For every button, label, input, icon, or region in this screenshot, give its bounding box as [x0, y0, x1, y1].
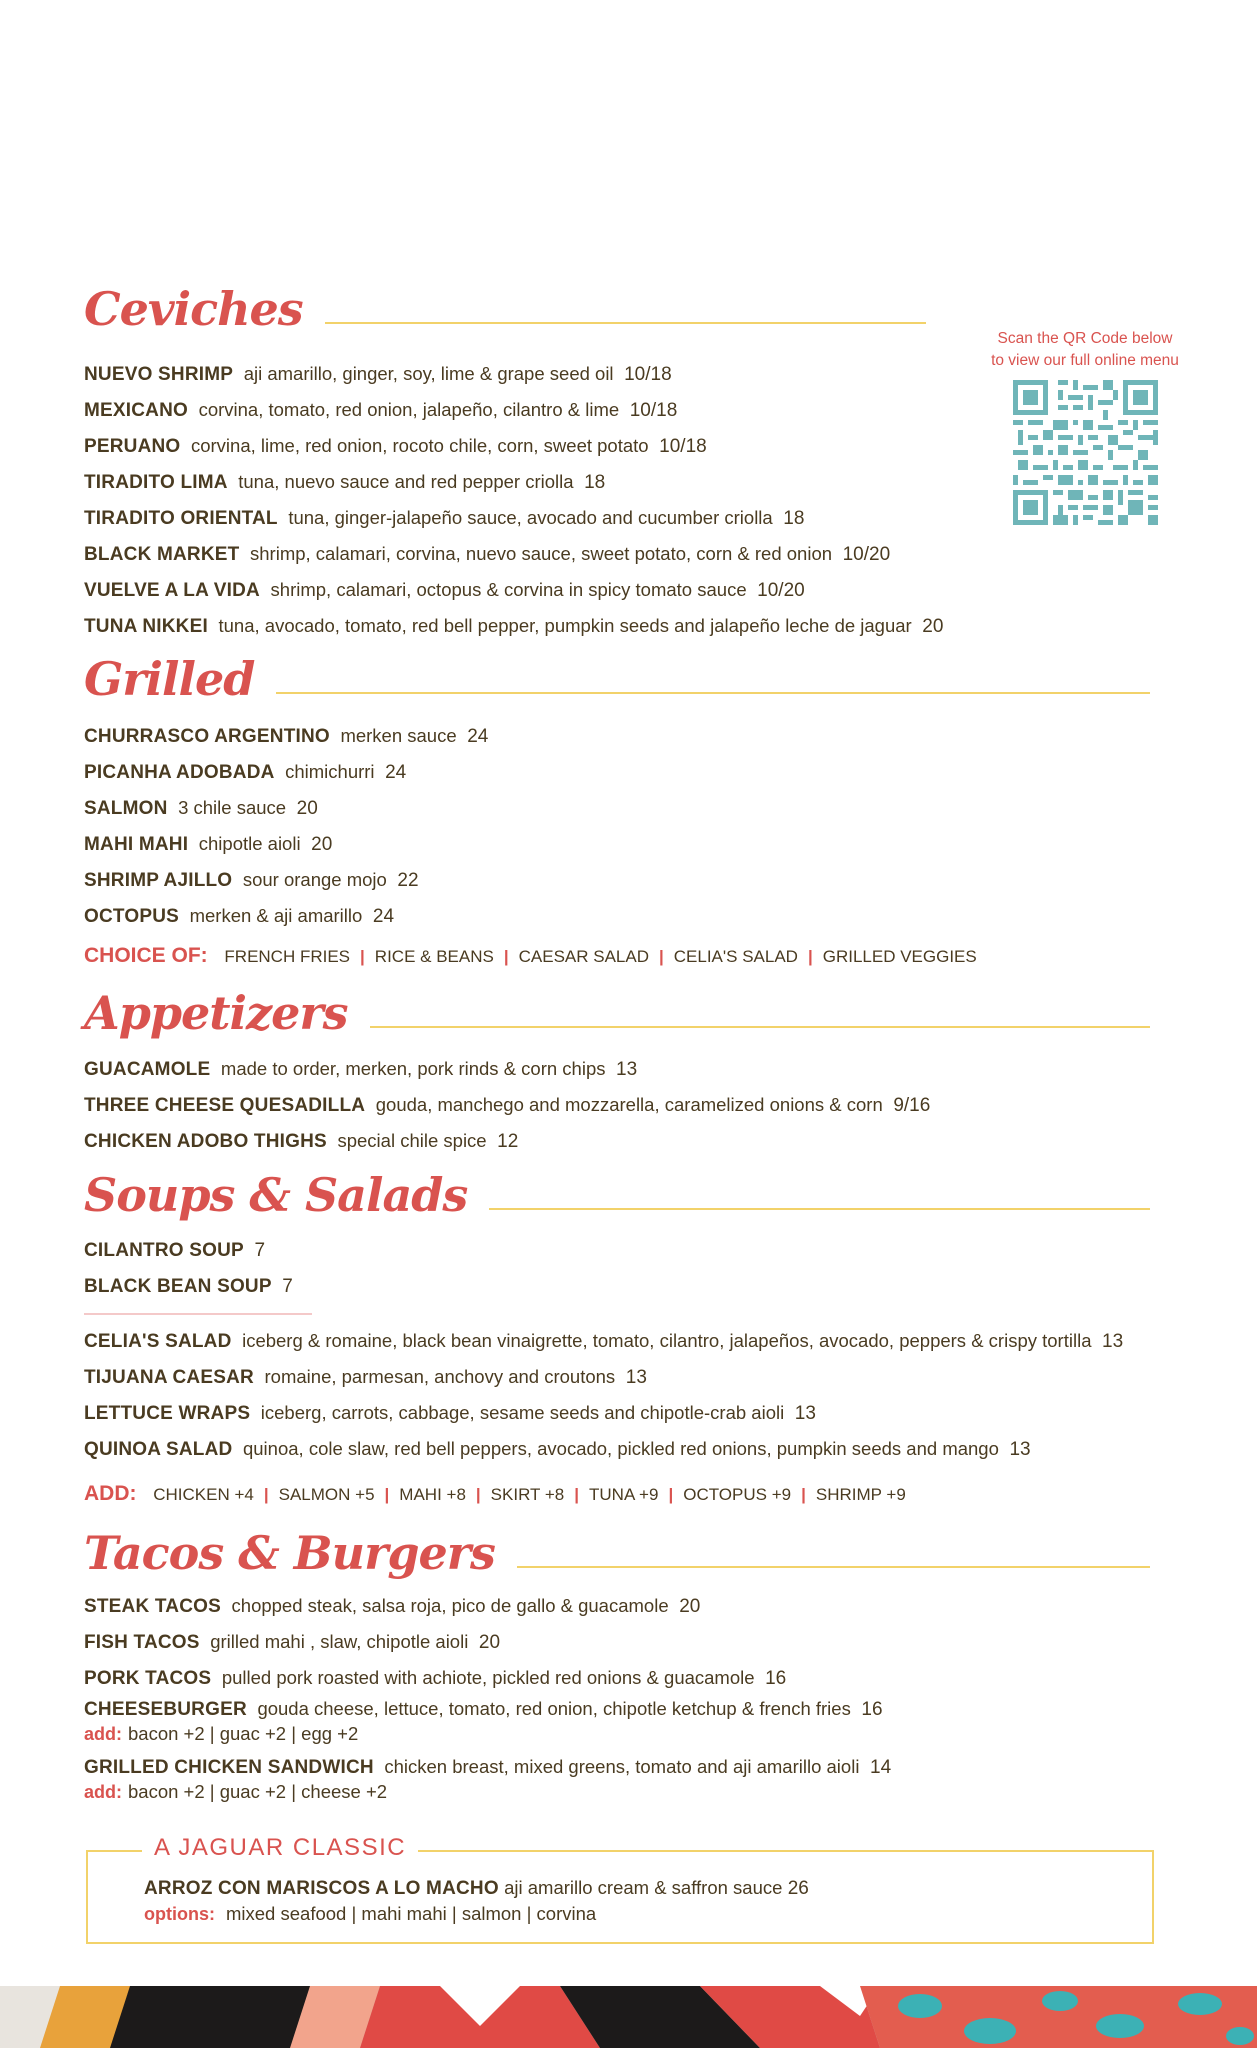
section-title: Appetizers: [84, 986, 348, 1040]
separator: |: [659, 947, 664, 966]
menu-item: [84, 392, 943, 428]
section-rule: [276, 692, 1150, 694]
item-name: QUINOA SALAD: [84, 1439, 233, 1460]
item-description: shrimp, calamari, corvina, nuevo sauce, sweet potato, corn & red onion: [250, 543, 833, 564]
item-name: FISH TACOS: [84, 1632, 200, 1653]
section-rule: [517, 1566, 1150, 1568]
menu-item: [84, 1754, 891, 1780]
separator: |: [668, 1485, 674, 1504]
classic-options: mixed seafood | mahi mahi | salmon | corvina: [226, 1903, 597, 1924]
item-price: 9/16: [893, 1095, 931, 1116]
item-name: CILANTRO SOUP: [84, 1240, 244, 1261]
appetizers-list: [84, 1051, 930, 1159]
menu-item: [84, 1051, 930, 1087]
item-name: TIJUANA CAESAR: [84, 1367, 254, 1388]
classic-desc: aji amarillo cream & saffron sauce: [504, 1877, 783, 1898]
item-price: 20: [679, 1596, 701, 1617]
menu-item: [84, 1624, 891, 1660]
item-name: TIRADITO LIMA: [84, 472, 228, 493]
item-name: OCTOPUS: [84, 906, 180, 927]
protein-addon: SHRIMP +9: [815, 1485, 906, 1504]
section-rule: [325, 322, 926, 324]
section-rule: [489, 1208, 1150, 1210]
item-price: 10/18: [659, 436, 707, 457]
tacos-burgers-list: [84, 1588, 891, 1812]
menu-item: [84, 1123, 930, 1159]
classic-price: 26: [787, 1878, 809, 1899]
item-description: corvina, tomato, red onion, jalapeño, cilantro & lime: [198, 399, 620, 420]
protein-addon: SALMON +5: [278, 1485, 375, 1504]
item-name: PERUANO: [84, 436, 181, 457]
item-name: LETTUCE WRAPS: [84, 1403, 251, 1424]
item-name: CHICKEN ADOBO THIGHS: [84, 1131, 327, 1152]
separator: |: [384, 1485, 390, 1504]
menu-item: [84, 790, 488, 826]
item-description: chopped steak, salsa roja, pico de gallo & guacamole: [231, 1595, 669, 1616]
salads-add-line: [84, 1482, 906, 1506]
menu-item: [84, 1233, 293, 1269]
item-name: MEXICANO: [84, 400, 188, 421]
item-description: iceberg & romaine, black bean vinaigrette, tomato, cilantro, jalapeños, avocado, peppers & crispy tortilla: [242, 1330, 1092, 1351]
item-description: chipotle aioli: [198, 833, 301, 854]
classic-name: ARROZ CON MARISCOS A LO MACHO: [144, 1878, 499, 1899]
item-description: quinoa, cole slaw, red bell peppers, avocado, pickled red onions, pumpkin seeds and mango: [242, 1438, 999, 1459]
side-option: CAESAR SALAD: [518, 947, 649, 966]
item-name: SALMON: [84, 798, 168, 819]
item-price: 10/18: [629, 400, 678, 421]
protein-addon: SKIRT +8: [490, 1485, 565, 1504]
item-name: VUELVE A LA VIDA: [84, 580, 260, 601]
section-rule: [370, 1026, 1150, 1028]
item-price: 13: [1102, 1331, 1124, 1352]
item-description: sour orange mojo: [242, 869, 387, 890]
item-description: pulled pork roasted with achiote, pickled red onions & guacamole: [221, 1667, 755, 1688]
item-price: 20: [478, 1632, 501, 1653]
side-option: RICE & BEANS: [374, 947, 494, 966]
item-addons: [84, 1780, 891, 1804]
item-description: grilled mahi , slaw, chipotle aioli: [210, 1631, 469, 1652]
menu-item: [84, 1269, 293, 1305]
section-title: Grilled: [84, 652, 255, 706]
separator: |: [263, 1485, 269, 1504]
qr-code-icon[interactable]: [1013, 380, 1158, 525]
item-name: STEAK TACOS: [84, 1596, 221, 1617]
section-tacos-burgers-header: [84, 1526, 1150, 1580]
item-name: BLACK MARKET: [84, 544, 240, 565]
jaguar-classic-box: [86, 1834, 1154, 1944]
item-name: PORK TACOS: [84, 1668, 212, 1689]
addons-label: add:: [84, 1782, 122, 1802]
qr-caption-line1: Scan the QR Code below: [997, 330, 1173, 347]
item-description: aji amarillo, ginger, soy, lime & grape seed oil: [243, 363, 614, 384]
separator: |: [475, 1485, 481, 1504]
addons-options: bacon +2 | guac +2 | egg +2: [128, 1723, 359, 1744]
item-price: 10/18: [624, 364, 672, 385]
menu-item: [84, 862, 488, 898]
item-price: 20: [311, 834, 333, 855]
item-description: 3 chile sauce: [178, 797, 287, 818]
item-name: CHEESEBURGER: [84, 1699, 247, 1720]
item-description: tuna, avocado, tomato, red bell pepper, pumpkin seeds and jalapeño leche de jaguar: [218, 615, 912, 636]
addons-options: bacon +2 | guac +2 | cheese +2: [128, 1781, 388, 1802]
classic-options-label: options:: [144, 1904, 215, 1924]
item-price: 13: [794, 1403, 816, 1424]
protein-addon: OCTOPUS +9: [683, 1485, 792, 1504]
grilled-choice-line: [84, 944, 977, 968]
item-price: 22: [397, 870, 419, 891]
item-name: THREE CHEESE QUESADILLA: [84, 1095, 366, 1116]
side-option: FRENCH FRIES: [224, 947, 351, 966]
item-name: NUEVO SHRIMP: [84, 364, 234, 385]
protein-addon: CHICKEN +4: [153, 1485, 254, 1504]
separator: |: [801, 1485, 806, 1504]
add-label: ADD:: [84, 1482, 137, 1505]
menu-item: [84, 464, 943, 500]
item-name: CHURRASCO ARGENTINO: [84, 726, 330, 747]
item-price: 16: [861, 1699, 883, 1720]
item-price: 16: [765, 1668, 787, 1689]
section-title: Tacos & Burgers: [84, 1526, 495, 1580]
menu-item: [84, 1588, 891, 1624]
item-description: iceberg, carrots, cabbage, sesame seeds and chipotle-crab aioli: [260, 1402, 785, 1423]
menu-item-group: [84, 1588, 891, 1624]
item-addons: [84, 1722, 891, 1746]
section-title: Ceviches: [84, 282, 303, 336]
protein-addon: TUNA +9: [589, 1485, 659, 1504]
item-description: chicken breast, mixed greens, tomato and aji amarillo aioli: [384, 1756, 860, 1777]
item-price: 7: [254, 1240, 266, 1261]
section-ceviches-header: [84, 282, 926, 336]
side-option: GRILLED VEGGIES: [822, 947, 977, 966]
item-description: merken & aji amarillo: [189, 905, 363, 926]
item-price: 13: [1009, 1439, 1031, 1460]
item-description: special chile spice: [337, 1130, 487, 1151]
menu-item: [84, 1087, 930, 1123]
separator: |: [360, 947, 365, 966]
item-description: made to order, merken, pork rinds & corn chips: [220, 1058, 606, 1079]
separator: |: [574, 1485, 579, 1504]
item-description: merken sauce: [340, 725, 457, 746]
item-description: shrimp, calamari, octopus & corvina in spicy tomato sauce: [270, 579, 747, 600]
item-name: TUNA NIKKEI: [84, 616, 208, 637]
item-name: TIRADITO ORIENTAL: [84, 508, 278, 529]
menu-item: [84, 356, 943, 392]
menu-item: [84, 500, 943, 536]
separator: |: [807, 947, 813, 966]
menu-item: [84, 826, 488, 862]
item-price: 14: [870, 1757, 892, 1778]
item-description: romaine, parmesan, anchovy and croutons: [264, 1366, 616, 1387]
qr-caption-line2: to view our full online menu: [991, 352, 1179, 369]
menu-item-group: [84, 1624, 891, 1660]
item-price: 18: [584, 472, 606, 493]
side-option: CELIA'S SALAD: [673, 947, 798, 966]
item-name: MAHI MAHI: [84, 834, 189, 855]
grilled-list: [84, 718, 488, 934]
item-price: 10/20: [842, 544, 891, 565]
menu-item: [84, 608, 943, 644]
item-price: 20: [296, 798, 318, 819]
section-title: Soups & Salads: [84, 1168, 468, 1222]
item-name: GUACAMOLE: [84, 1059, 211, 1080]
item-price: 7: [282, 1276, 293, 1297]
menu-item: [84, 1359, 1123, 1395]
qr-caption: [980, 328, 1190, 372]
menu-item: [84, 572, 943, 608]
item-price: 24: [467, 726, 489, 747]
item-description: corvina, lime, red onion, rocoto chile, corn, sweet potato: [190, 435, 649, 456]
item-price: 10/20: [757, 580, 805, 601]
menu-item: [84, 754, 488, 790]
item-price: 24: [385, 762, 407, 783]
item-description: gouda, manchego and mozzarella, caramelized onions & corn: [375, 1094, 883, 1115]
separator: |: [503, 947, 509, 966]
menu-item: [84, 1660, 891, 1696]
item-name: CELIA'S SALAD: [84, 1331, 232, 1352]
menu-item: [84, 1323, 1123, 1359]
item-price: 20: [922, 616, 944, 637]
item-description: chimichurri: [285, 761, 375, 782]
protein-addon: MAHI +8: [399, 1485, 466, 1504]
menu-item: [84, 428, 943, 464]
menu-item: [84, 1395, 1123, 1431]
decorative-art-strip: [0, 1986, 1257, 2048]
addons-label: add:: [84, 1724, 122, 1744]
item-name: SHRIMP AJILLO: [84, 870, 233, 891]
soups-divider: [84, 1313, 312, 1315]
classic-title: A JAGUAR CLASSIC: [142, 1834, 418, 1862]
menu-item: [84, 718, 488, 754]
classic-item: [144, 1874, 809, 1926]
item-price: 18: [783, 508, 805, 529]
item-price: 13: [616, 1059, 638, 1080]
item-description: tuna, nuevo sauce and red pepper criolla: [238, 471, 574, 492]
menu-item: [84, 1696, 891, 1722]
ceviches-list: [84, 356, 943, 644]
item-price: 24: [372, 906, 395, 927]
item-name: PICANHA ADOBADA: [84, 762, 275, 783]
section-soups-salads-header: [84, 1168, 1150, 1222]
section-appetizers-header: [84, 986, 1150, 1040]
item-price: 13: [625, 1367, 647, 1388]
menu-item: [84, 536, 943, 572]
item-description: gouda cheese, lettuce, tomato, red onion, chipotle ketchup & french fries: [257, 1698, 851, 1719]
choice-label: CHOICE OF:: [84, 944, 208, 967]
menu-item-group: [84, 1660, 891, 1696]
menu-item: [84, 898, 488, 934]
item-price: 12: [497, 1131, 519, 1152]
soups-list: [84, 1233, 293, 1305]
menu-item-group: [84, 1696, 891, 1746]
menu-item-group: [84, 1754, 891, 1804]
section-grilled-header: [84, 652, 1150, 706]
item-description: tuna, ginger-jalapeño sauce, avocado and cucumber criolla: [288, 507, 773, 528]
item-name: GRILLED CHICKEN SANDWICH: [84, 1757, 374, 1778]
item-name: BLACK BEAN SOUP: [84, 1276, 272, 1297]
salads-list: [84, 1323, 1123, 1467]
menu-item: [84, 1431, 1123, 1467]
